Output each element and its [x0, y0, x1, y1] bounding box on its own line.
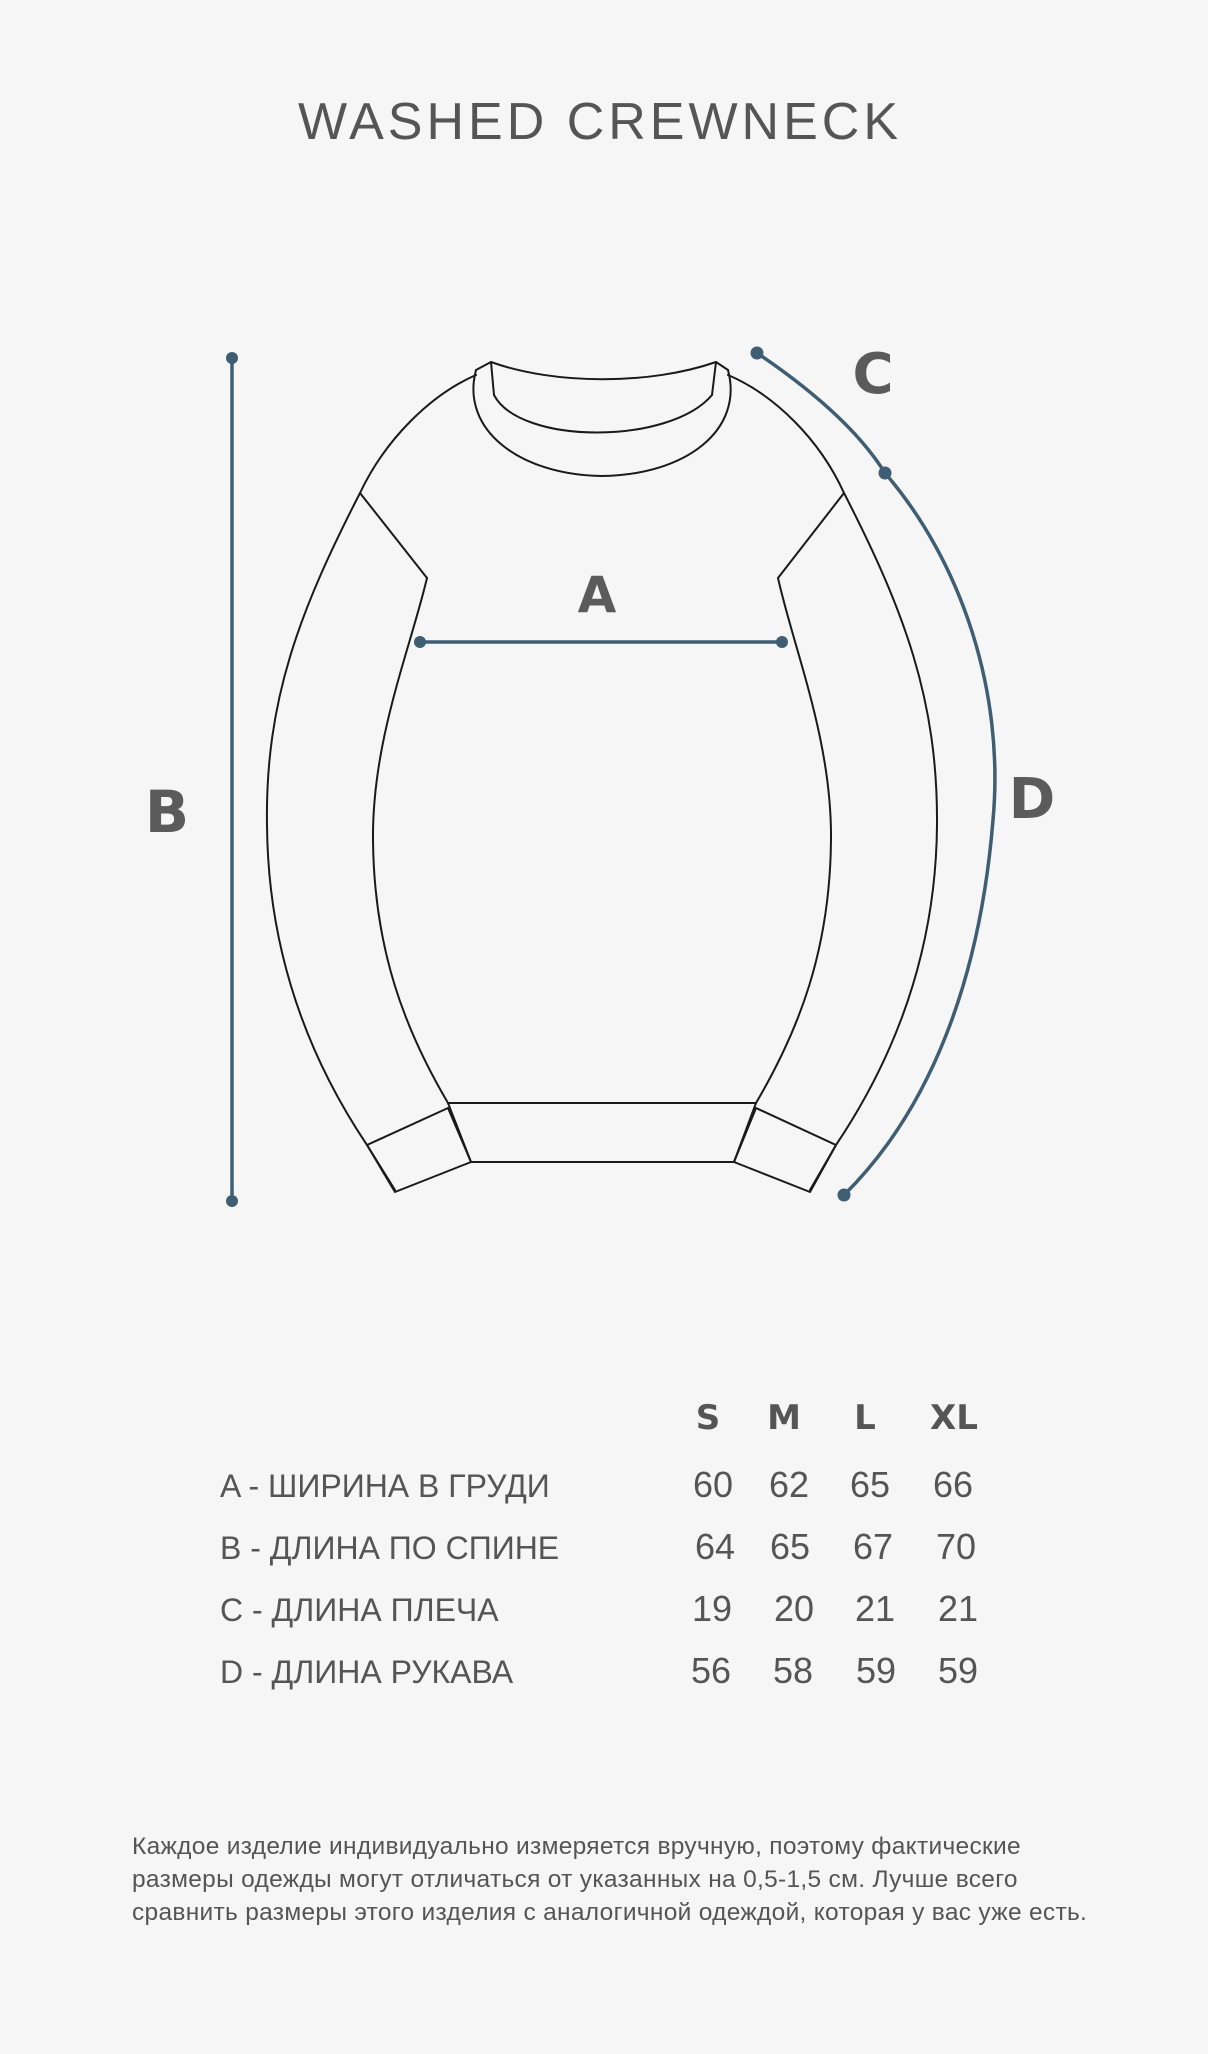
left-raglan-seam	[360, 493, 427, 578]
cell-d-xl: 59	[937, 1650, 979, 1691]
label-a: A	[577, 566, 617, 624]
measure-b-bottom-dot	[226, 1195, 238, 1207]
row-label-b: B - ДЛИНА ПО СПИНЕ	[220, 1530, 560, 1566]
row-label-c: C - ДЛИНА ПЛЕЧА	[220, 1592, 499, 1628]
size-header-s: S	[695, 1398, 721, 1438]
measure-c-start-dot	[751, 347, 764, 360]
collar-outer	[473, 370, 730, 476]
cell-c-m: 20	[773, 1588, 815, 1629]
body-right-side	[756, 578, 831, 1103]
cell-a-xl: 66	[932, 1464, 974, 1505]
label-d: D	[1008, 767, 1056, 832]
label-b: B	[144, 778, 190, 846]
cell-d-m: 58	[772, 1650, 814, 1691]
row-label-a: A - ШИРИНА В ГРУДИ	[220, 1468, 550, 1504]
cell-b-l: 67	[852, 1526, 894, 1567]
cell-a-m: 62	[768, 1464, 810, 1505]
right-raglan-seam	[778, 493, 844, 578]
cell-d-s: 56	[690, 1650, 732, 1691]
row-label-d: D - ДЛИНА РУКАВА	[220, 1654, 514, 1690]
cell-c-xl: 21	[937, 1588, 979, 1629]
measure-d-end-dot	[838, 1189, 851, 1202]
size-header-l: L	[854, 1398, 876, 1438]
cell-c-s: 19	[691, 1588, 733, 1629]
cell-b-xl: 70	[935, 1526, 977, 1567]
page-title: WASHED CREWNECK	[297, 93, 903, 151]
measurement-disclaimer: Каждое изделие индивидуально измеряется вручную, поэтому фактические размеры одежды могут отличаться от указанных на 0,5-1,5 см. Лучше всего сравнить размеры этого изделия с аналогичной одеждой, которая у вас уже есть.	[132, 1833, 1088, 1926]
cell-d-l: 59	[855, 1650, 897, 1691]
cell-c-l: 21	[854, 1588, 896, 1629]
measure-cd-joint-dot	[879, 467, 892, 480]
label-c: C	[852, 342, 894, 407]
collar-inner	[491, 362, 716, 379]
size-header-xl: XL	[930, 1398, 978, 1438]
left-sleeve-outer	[267, 375, 476, 1190]
measure-b-top-dot	[226, 352, 238, 364]
size-header-m: M	[767, 1398, 801, 1438]
cell-a-l: 65	[849, 1464, 891, 1505]
measure-a-start-dot	[414, 636, 426, 648]
cell-b-s: 64	[694, 1526, 736, 1567]
collar-right-edge	[712, 362, 728, 395]
hem	[448, 1103, 756, 1162]
body-left-side	[373, 578, 448, 1103]
cell-a-s: 60	[692, 1464, 734, 1505]
measure-a-end-dot	[776, 636, 788, 648]
measure-d-line	[844, 473, 995, 1195]
cell-b-m: 65	[769, 1526, 811, 1567]
collar-left-edge	[476, 362, 494, 395]
collar-opening	[494, 395, 712, 433]
